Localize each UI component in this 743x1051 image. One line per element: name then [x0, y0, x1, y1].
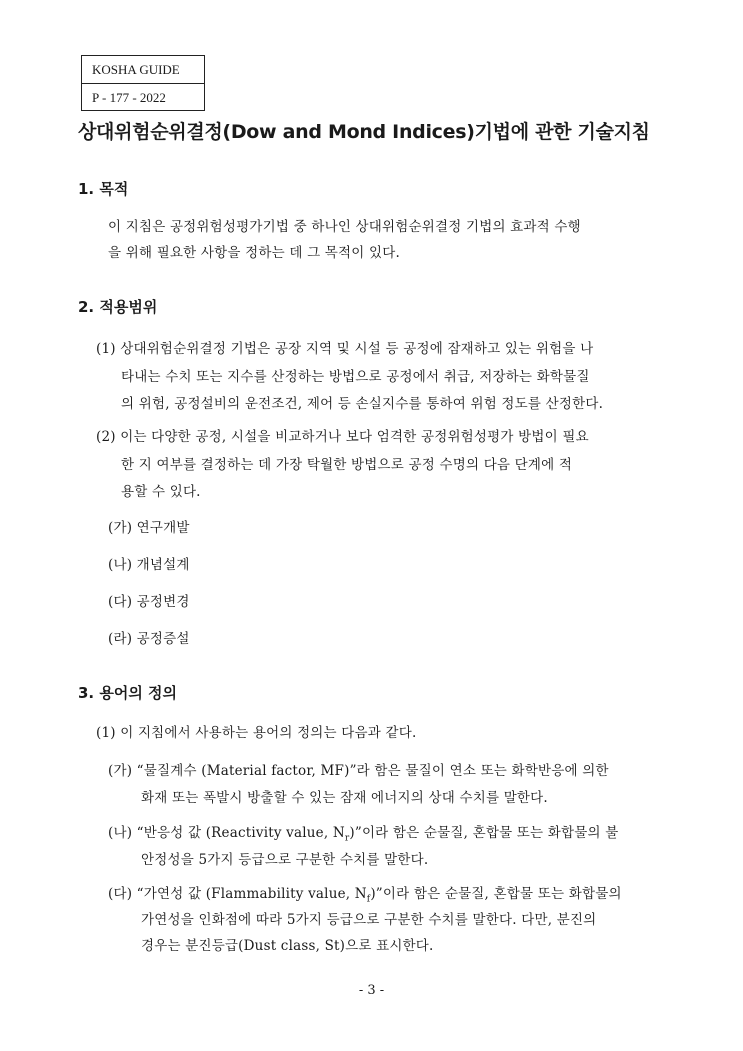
section-3-heading: 3. 용어의 정의 — [78, 684, 178, 702]
definition-c-line-2: 가연성을 인화점에 따라 5가지 등급으로 구분한 수치를 말한다. 다만, 분진의 — [141, 912, 597, 928]
section-1-line-2: 을 위해 필요한 사항을 정하는 데 그 목적이 있다. — [108, 245, 400, 261]
document-title: 상대위험순위결정(Dow and Mond Indices)기법에 관한 기술지침 — [78, 121, 650, 143]
section-2-subitem-4: (라) 공정증설 — [108, 631, 190, 647]
definition-a-line-1: (가) “물질계수 (Material factor, MF)”라 함은 물질이 연소 또는 화학반응에 의한 — [108, 763, 609, 779]
section-2-subitem-2: (나) 개념설계 — [108, 557, 190, 573]
page-number: - 3 - — [358, 983, 385, 998]
section-2-subitem-3: (다) 공정변경 — [108, 594, 190, 610]
section-1-heading: 1. 목적 — [78, 180, 129, 198]
definition-c-line-1: (다) “가연성 값 (Flammability value, $N_f$)”이라 함은 순물질, 혼합물 또는 화합물의 — [108, 886, 622, 905]
definition-c-line-3: 경우는 분진등급(Dust class, St)으로 표시한다. — [141, 938, 434, 954]
guide-code: P - 177 - 2022 — [82, 83, 204, 110]
section-2-item-1-line-1: (1) 상대위험순위결정 기법은 공장 지역 및 시설 등 공정에 잠재하고 있는 위험을 나 — [96, 341, 594, 357]
definition-b-line-1: (나) “반응성 값 (Reactivity value, $N_r$)”이라 함은 순물질, 혼합물 또는 화합물의 불 — [108, 825, 619, 844]
definition-a-line-2: 화재 또는 폭발시 방출할 수 있는 잠재 에너지의 상대 수치를 말한다. — [141, 790, 548, 806]
section-3-intro: (1) 이 지침에서 사용하는 용어의 정의는 다음과 같다. — [96, 725, 417, 741]
section-1-line-1: 이 지침은 공정위험성평가기법 중 하나인 상대위험순위결정 기법의 효과적 수행 — [108, 219, 581, 235]
guide-code-box — [81, 55, 205, 111]
section-2-item-2-line-1: (2) 이는 다양한 공정, 시설을 비교하거나 보다 엄격한 공정위험성평가 방법이 필요 — [96, 429, 589, 445]
section-2-item-1-line-3: 의 위험, 공정설비의 운전조건, 제어 등 손실지수를 통하여 위험 정도를 산정한다. — [121, 396, 604, 412]
section-2-heading: 2. 적용범위 — [78, 298, 158, 316]
section-2-subitem-1: (가) 연구개발 — [108, 520, 190, 536]
definition-b-line-2: 안정성을 5가지 등급으로 구분한 수치를 말한다. — [141, 852, 429, 868]
guide-label: KOSHA GUIDE — [92, 62, 180, 77]
section-2-item-2-line-2: 한 지 여부를 결정하는 데 가장 탁월한 방법으로 공정 수명의 다음 단계에 적 — [121, 457, 573, 473]
section-2-item-2-line-3: 용할 수 있다. — [121, 484, 201, 500]
section-2-item-1-line-2: 타내는 수치 또는 지수를 산정하는 방법으로 공정에서 취급, 저장하는 화학물질 — [121, 369, 590, 385]
